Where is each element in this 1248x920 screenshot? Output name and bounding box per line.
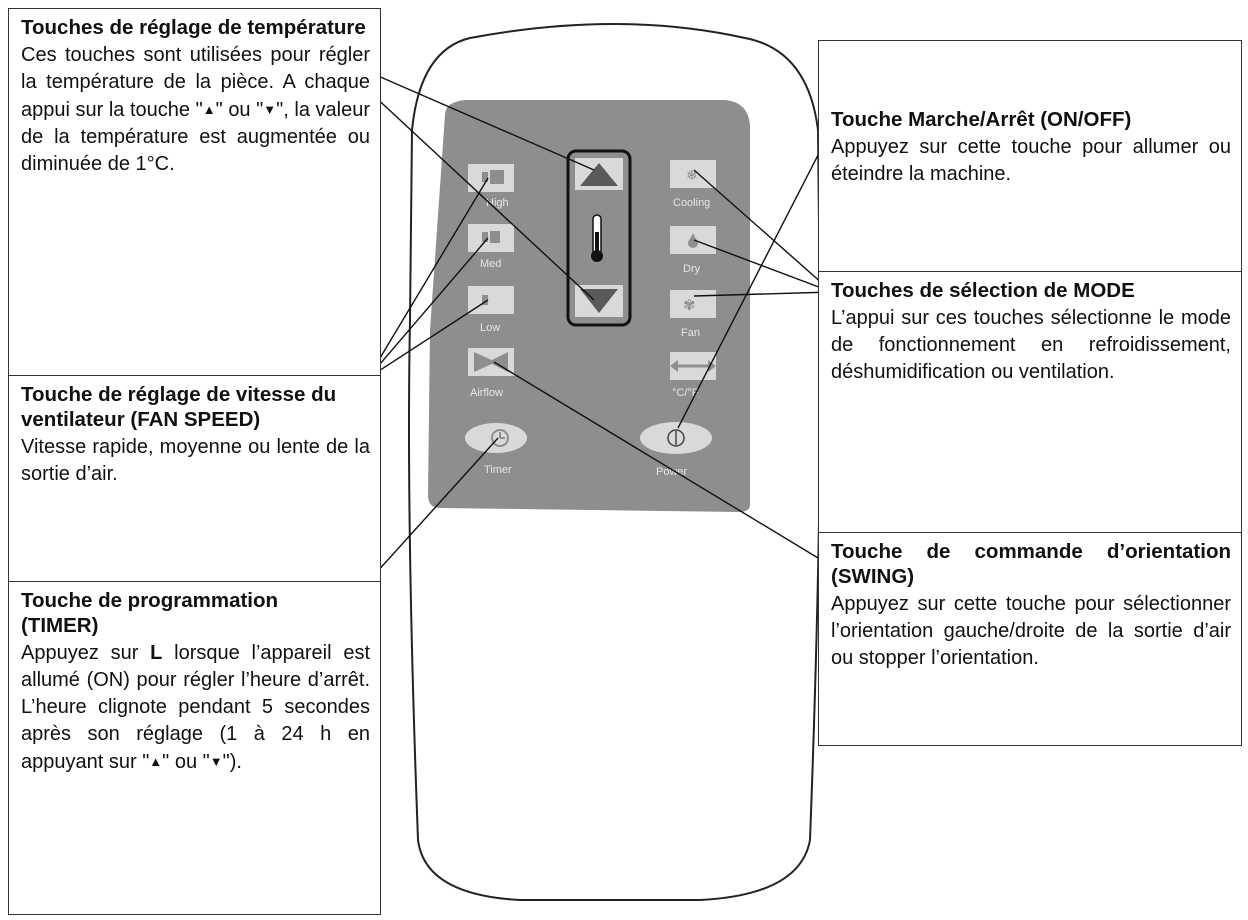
down-triangle-icon: ▼ (263, 102, 277, 117)
airflow-button[interactable] (468, 348, 514, 376)
med-speed-button[interactable] (468, 224, 514, 252)
fan-speed-text: Vitesse rapide, moyenne ou lente de la sortie d’air. (21, 436, 370, 485)
timer-button[interactable] (465, 423, 527, 453)
power-title: Touche Marche/Arrêt (ON/OFF) (831, 108, 1132, 131)
timer-text: Appuyez sur L lorsque l’appareil est allumé (ON) pour régler l’heure d’arrêt. L’heure clignote pendant 5 secondes après son réglage (1 à 24 h en appuyant sur "▲" ou "▼"). (21, 642, 370, 773)
timer-label: Timer (484, 464, 512, 476)
temperature-text: Ces touches sont utilisées pour régler la température de la pièce. A chaque appui sur la touche "▲" ou "▼", la valeur de la température est augmentée ou diminuée de 1°C. (21, 44, 370, 175)
fan-mode-label: Fan (681, 327, 700, 339)
fan-speed-title: Touche de réglage de vitesse du ventilateur (FAN SPEED) (21, 383, 337, 431)
timer-callout (8, 581, 381, 915)
cooling-label: Cooling (673, 197, 711, 209)
temperature-callout (8, 8, 381, 376)
mode-title: Touches de sélection de MODE (831, 279, 1135, 302)
up-triangle-icon: ▲ (202, 102, 216, 117)
dry-label: Dry (683, 263, 701, 275)
mode-callout (818, 271, 1242, 533)
timer-title: Touche de programmation (TIMER) (21, 589, 279, 637)
fan-icon: ✾ (683, 296, 696, 314)
up-triangle-icon: ▲ (149, 754, 163, 769)
mode-text: L’appui sur ces touches sélectionne le mode de fonctionnement en refroidissement, déshumidification ou ventilation. (831, 307, 1231, 383)
swing-title: Touche de commande d’orientation (SWING) (831, 540, 1231, 588)
low-speed-button[interactable] (468, 286, 514, 314)
snowflake-icon: ❄ (686, 168, 698, 184)
dry-button[interactable] (670, 226, 716, 254)
fan-mode-button[interactable] (670, 290, 716, 318)
high-speed-label: High (486, 197, 509, 209)
swing-text: Appuyez sur cette touche pour sélectionner l’orientation gauche/droite de la sortie d’air ou stopper l’orientation. (831, 593, 1231, 669)
power-button[interactable] (640, 422, 712, 454)
timer-key: L (150, 642, 163, 664)
temperature-title: Touches de réglage de température (21, 16, 366, 39)
down-triangle-icon: ▼ (209, 754, 223, 769)
power-label: Power (656, 466, 688, 478)
power-text: Appuyez sur cette touche pour allumer ou éteindre la machine. (831, 136, 1231, 185)
low-speed-label: Low (480, 322, 501, 334)
swing-callout (818, 532, 1242, 746)
med-speed-label: Med (480, 258, 502, 270)
thermometer-icon (591, 215, 603, 262)
unit-label: °C/°F (672, 387, 699, 399)
airflow-label: Airflow (470, 387, 504, 399)
fan-speed-callout (8, 375, 381, 582)
high-speed-button[interactable] (468, 164, 514, 192)
power-callout (818, 40, 1242, 272)
